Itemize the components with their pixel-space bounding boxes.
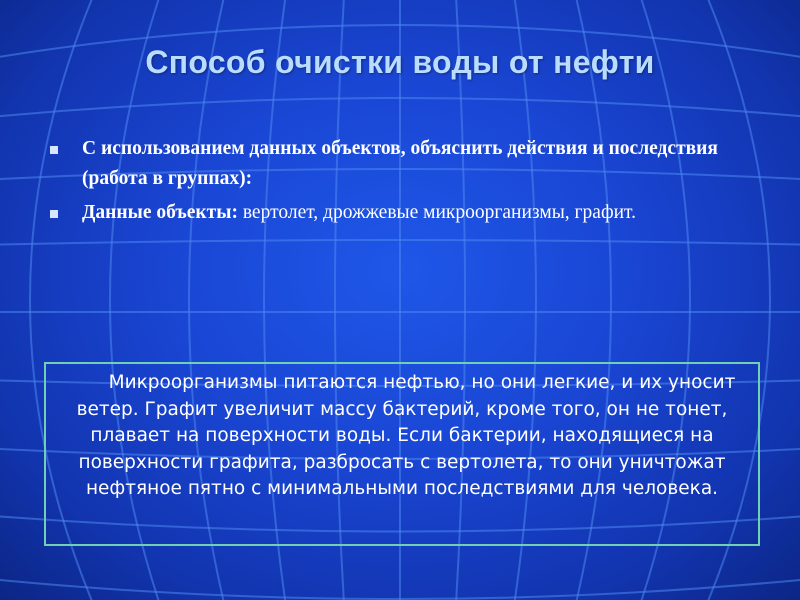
- bullet-item: [44, 198, 764, 228]
- bullet-bold-text: С использованием данных объектов, объяснить действия и последствия (работа в группах):: [82, 138, 718, 189]
- bullet-item: [44, 134, 764, 194]
- square-bullet-icon: [50, 146, 58, 154]
- bullet-list: [44, 134, 764, 232]
- answer-text-box: [44, 362, 760, 546]
- bullet-bold-text: Данные объекты:: [82, 202, 238, 223]
- slide-title: Способ очистки воды от нефти: [145, 44, 655, 80]
- answer-text: Микроорганизмы питаются нефтью, но они легкие, и их уносит ветер. Графит увеличит массу бактерий, кроме того, он не тонет, плавает на поверхности воды. Если бактерии, находящиеся на поверхности графита, разбросать с вертолета, то они уничтожат нефтяное пятно с минимальными последствиями для человека.: [76, 372, 736, 499]
- square-bullet-icon: [50, 210, 58, 218]
- bullet-normal-text: вертолет, дрожжевые микроорганизмы, графит.: [237, 202, 636, 223]
